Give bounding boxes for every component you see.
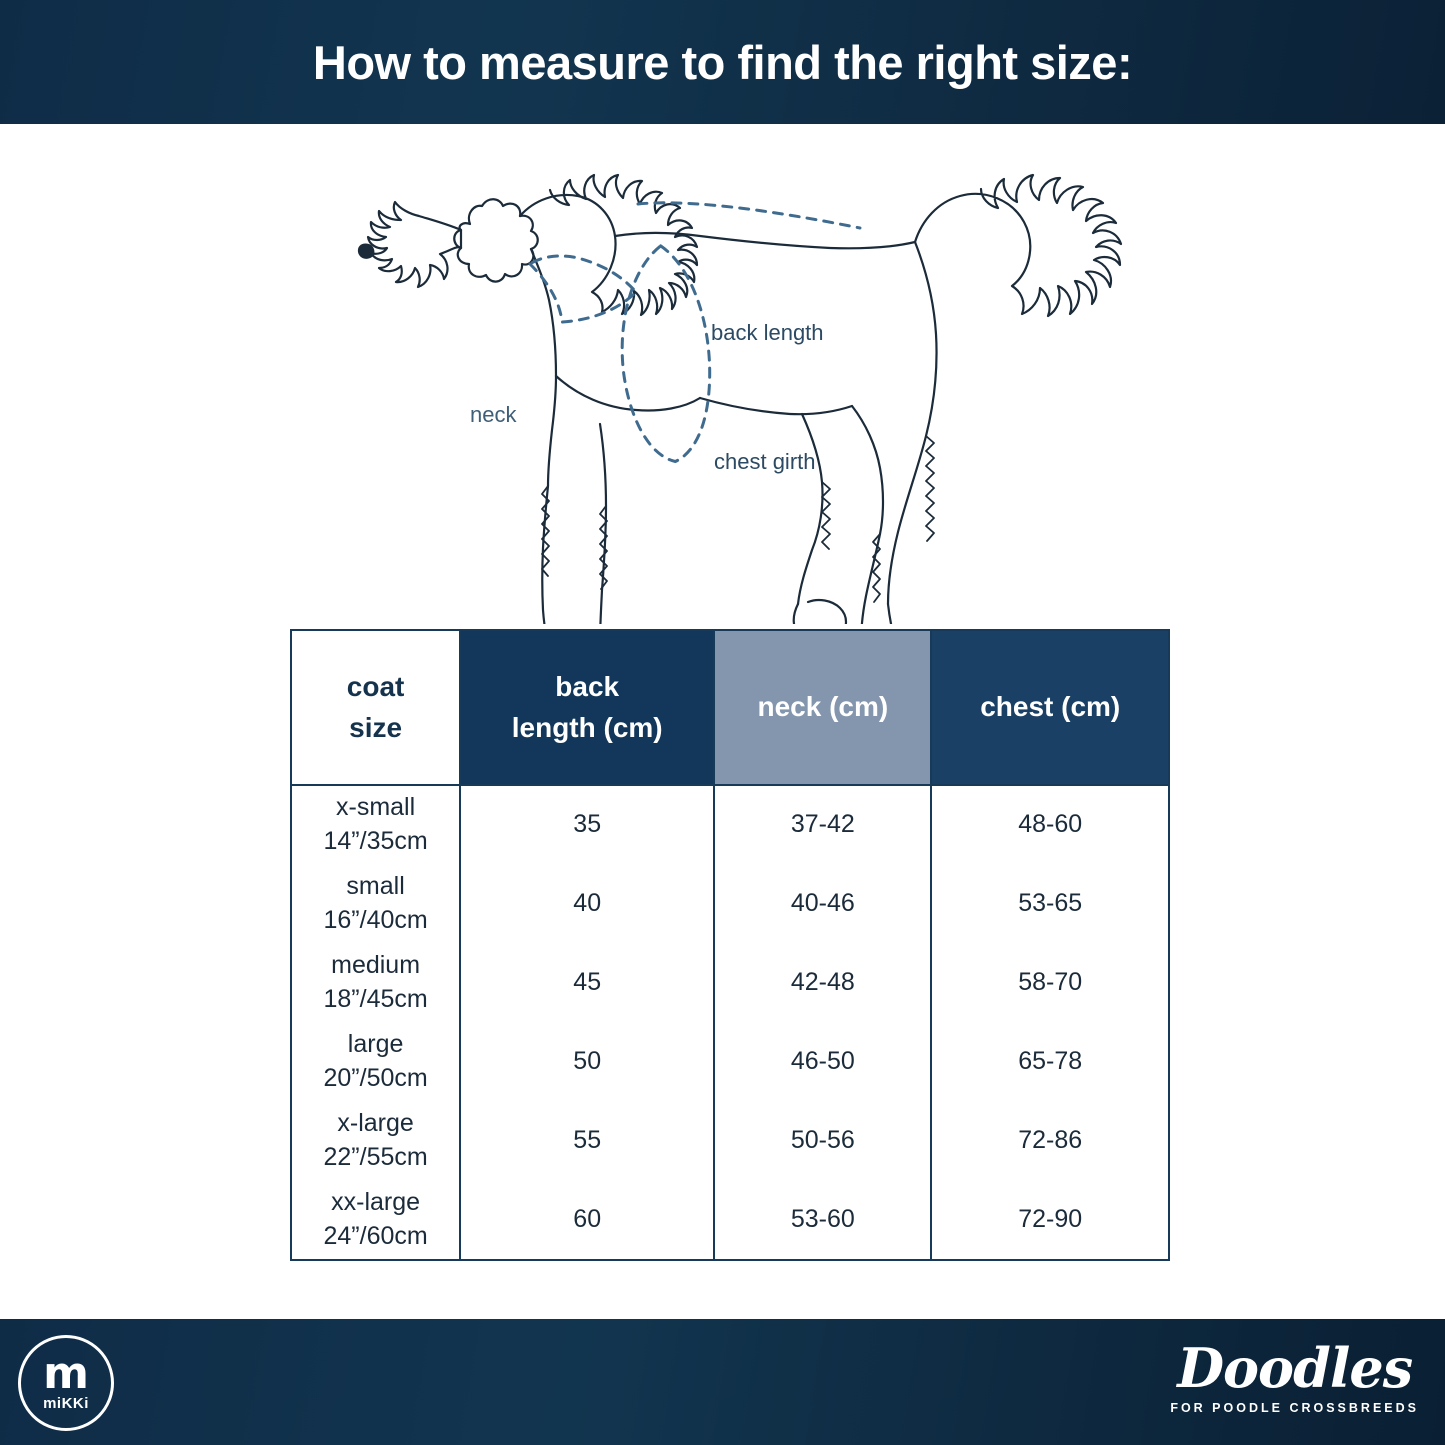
page-header <box>0 0 1445 124</box>
coat-line1: coat <box>346 670 405 702</box>
size-dimension: 14”/35cm <box>323 827 428 855</box>
column-header-coat-size <box>292 631 460 785</box>
cell-chest: 65-78 <box>1018 1046 1083 1075</box>
cell-chest: 72-90 <box>1018 1204 1083 1233</box>
table-header-row <box>292 631 1168 785</box>
cell-back-length: 40 <box>460 864 714 943</box>
size-name: x-small <box>336 793 416 822</box>
cell-neck: 50-56 <box>714 1101 931 1180</box>
cell-coat-size <box>292 943 460 1022</box>
doodle-dog-outline-icon <box>0 124 1445 624</box>
cell-chest: 48-60 <box>931 785 1168 864</box>
cell-chest: 72-86 <box>1018 1125 1083 1154</box>
cell-neck: 53-60 <box>714 1180 931 1259</box>
cell-coat-size <box>292 1101 460 1180</box>
size-name: xx-large <box>331 1187 421 1216</box>
cell-neck: 42-48 <box>714 943 931 1022</box>
coat-line2: size <box>349 711 403 743</box>
column-header-neck: neck (cm) <box>714 631 931 785</box>
table-row <box>292 864 1168 943</box>
size-name: x-large <box>337 1108 414 1137</box>
chest-girth-guide <box>611 242 720 466</box>
table-row <box>292 1022 1168 1101</box>
cell-chest: 58-70 <box>1018 967 1083 996</box>
page-title: How to measure to find the right size: <box>312 35 1133 89</box>
cell-coat-size <box>292 785 460 864</box>
doodles-tagline: FOR POODLE CROSSBREEDS <box>1170 1401 1419 1415</box>
cell-neck: 40-46 <box>714 864 931 943</box>
size-dimension: 20”/50cm <box>323 1063 428 1092</box>
mikki-logo <box>18 1335 114 1431</box>
cell-back-length: 55 <box>460 1101 714 1180</box>
page-footer <box>0 1319 1445 1445</box>
cell-neck: 37-42 <box>714 785 931 864</box>
cell-back-length: 45 <box>460 943 714 1022</box>
cell-coat-size <box>292 1180 460 1259</box>
mikki-monogram: m <box>43 1347 89 1399</box>
back-line1: back <box>555 670 620 702</box>
cell-coat-size <box>292 864 460 943</box>
cell-back-length: 60 <box>460 1180 714 1259</box>
cell-coat-size <box>292 1022 460 1101</box>
column-header-chest: chest (cm) <box>931 631 1168 785</box>
size-name: small <box>346 871 405 900</box>
mikki-wordmark: miKKi <box>43 1395 89 1413</box>
cell-back-length: 50 <box>460 1022 714 1101</box>
label-back-length: back length <box>711 320 824 345</box>
doodles-wordmark: Doodles <box>1177 1336 1413 1400</box>
table-row <box>292 1180 1168 1259</box>
size-dimension: 16”/40cm <box>323 905 428 934</box>
table-row <box>292 1101 1168 1180</box>
size-name: medium <box>331 950 421 979</box>
size-chart-table <box>290 629 1170 1261</box>
doodles-logo <box>1170 1336 1419 1415</box>
size-dimension: 22”/55cm <box>323 1142 428 1171</box>
label-neck: neck <box>470 402 517 427</box>
label-chest-girth: chest girth <box>714 449 816 474</box>
back-line2: length (cm) <box>511 711 663 743</box>
cell-neck: 46-50 <box>714 1022 931 1101</box>
size-dimension: 24”/60cm <box>323 1221 428 1250</box>
table-row <box>292 943 1168 1022</box>
column-header-back-length <box>460 631 714 785</box>
measurement-diagram <box>0 124 1445 624</box>
cell-back-length: 35 <box>460 785 714 864</box>
table-row <box>292 785 1168 864</box>
size-name: large <box>347 1029 404 1058</box>
cell-chest: 53-65 <box>1018 888 1083 917</box>
size-dimension: 18”/45cm <box>323 984 428 1013</box>
